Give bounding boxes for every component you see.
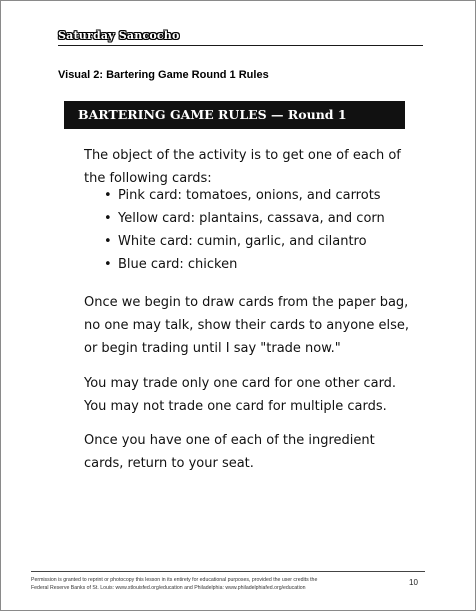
paragraph-line: You may not trade one card for multiple cards. [84,399,387,414]
bullet-icon: • [104,257,112,272]
page-number: 10 [409,578,418,587]
intro-line: the following cards: [84,171,212,186]
card-list [104,184,385,276]
paragraph-line: no one may talk, show their cards to anyone else, [84,318,410,333]
permission-notice [31,576,401,592]
footer-divider [31,571,425,572]
paragraph-line: You may trade only one card for one other card. [84,376,397,391]
visual-label: Visual 2: Bartering Game Round 1 Rules [58,69,269,81]
bullet-icon: • [104,211,112,226]
rule-paragraph-finish [84,429,444,475]
footer-line: Permission is granted to reprint or photocopy this lesson in its entirety for educational purposes, provided the user credits the [31,577,318,583]
card-item-yellow: Yellow card: plantains, cassava, and corn [118,211,385,226]
intro-line: The object of the activity is to get one of each of [84,148,401,163]
paragraph-line: Once you have one of each of the ingredient [84,433,375,448]
paragraph-line: cards, return to your seat. [84,456,254,471]
bullet-icon: • [104,234,112,249]
list-item [104,207,385,230]
rules-banner [64,101,405,129]
card-item-blue: Blue card: chicken [118,257,238,272]
list-item [104,184,385,207]
card-item-pink: Pink card: tomatoes, onions, and carrots [118,188,381,203]
lesson-title: Saturday Sancocho [58,29,180,42]
rule-paragraph-drawing [84,291,444,360]
paragraph-line: Once we begin to draw cards from the paper bag, [84,295,409,310]
paragraph-line: or begin trading until I say "trade now." [84,341,341,356]
footer-line: Federal Reserve Banks of St. Louis: www.stlouisfed.org/education and Philadelphia: www.philadelphiafed.org/education [31,585,306,591]
rules-banner-title: BARTERING GAME RULES — Round 1 [78,107,347,122]
list-item [104,253,385,276]
rule-paragraph-trading [84,372,444,418]
bullet-icon: • [104,188,112,203]
card-item-white: White card: cumin, garlic, and cilantro [118,234,367,249]
list-item [104,230,385,253]
header-divider [58,45,423,46]
